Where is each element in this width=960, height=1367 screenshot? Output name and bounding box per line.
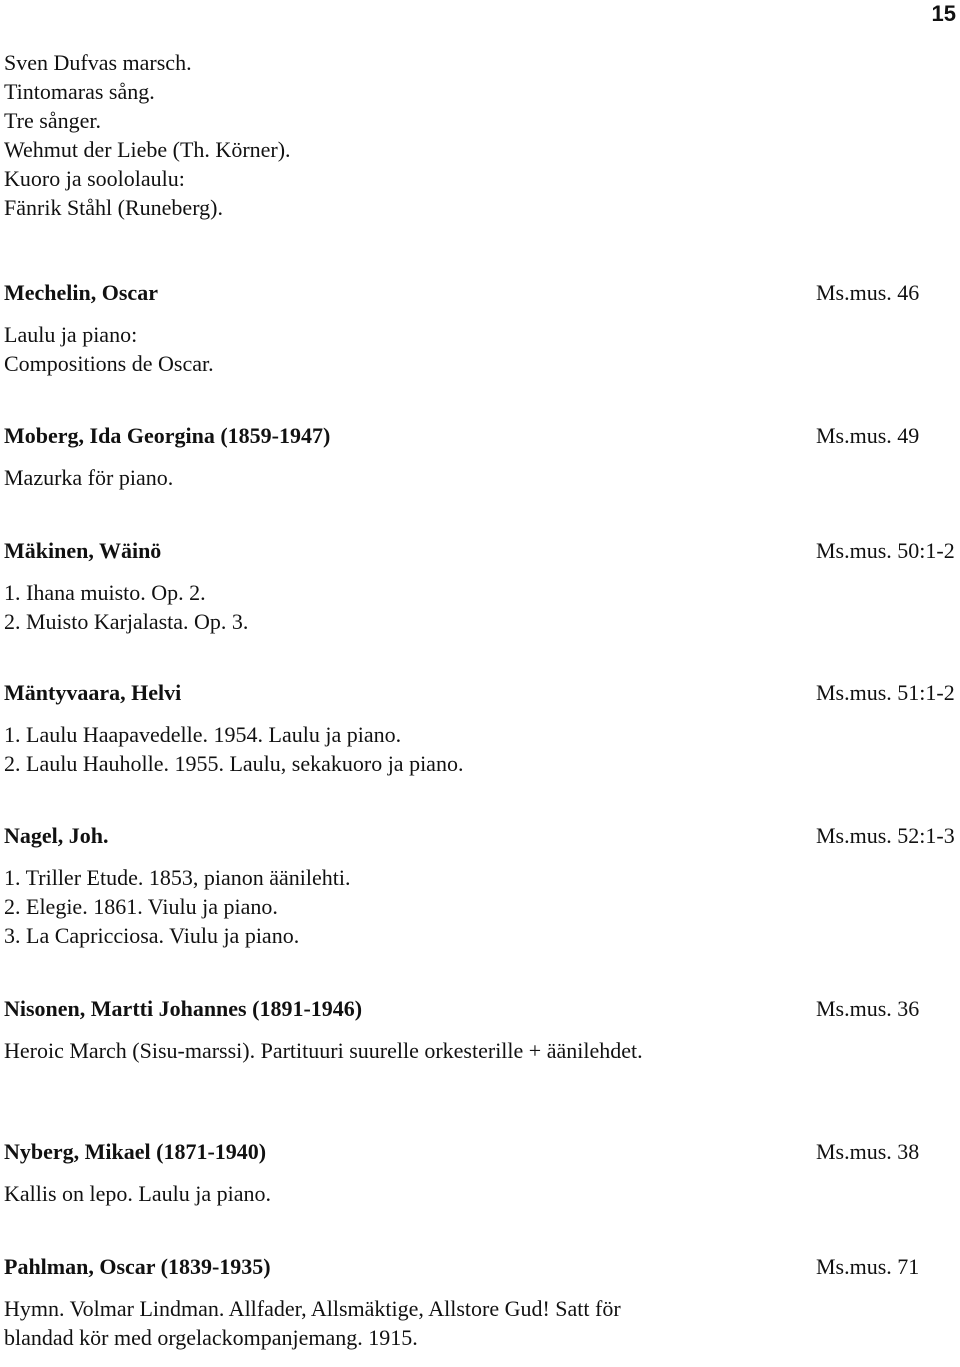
composer-name: Mäkinen, Wäinö — [4, 538, 162, 563]
work-item: 2. Laulu Hauholle. 1955. Laulu, sekakuoro ja piano. — [4, 751, 464, 776]
work-item: 1. Triller Etude. 1853, pianon äänilehti. — [4, 865, 351, 890]
list-item: Kuoro ja soololaulu: — [4, 166, 185, 191]
work-item: Mazurka för piano. — [4, 465, 174, 490]
catalog-entry — [4, 1137, 956, 1208]
composer-name: Nagel, Joh. — [4, 823, 109, 848]
work-item: 1. Ihana muisto. Op. 2. — [4, 580, 206, 605]
work-list — [4, 578, 956, 636]
work-item: 1. Laulu Haapavedelle. 1954. Laulu ja piano. — [4, 722, 402, 747]
call-number: Ms.mus. 38 — [816, 1139, 920, 1164]
work-item: 3. La Capricciosa. Viulu ja piano. — [4, 923, 300, 948]
composer-name: Nisonen, Martti Johannes (1891-1946) — [4, 996, 363, 1021]
call-number: Ms.mus. 46 — [816, 280, 920, 305]
work-list — [4, 720, 956, 778]
composer-name: Nyberg, Mikael (1871-1940) — [4, 1139, 267, 1164]
work-list — [4, 1179, 956, 1208]
work-item: Heroic March (Sisu-marssi). Partituuri suurelle orkesterille + äänilehdet. — [4, 1038, 643, 1063]
call-number: Ms.mus. 49 — [816, 423, 920, 448]
page-number: 15 — [931, 1, 956, 26]
catalog-entry — [4, 278, 956, 378]
list-item: Tre sånger. — [4, 108, 101, 133]
catalog-entry — [4, 678, 956, 778]
call-number: Ms.mus. 71 — [816, 1254, 920, 1279]
list-item: Fänrik Ståhl (Runeberg). — [4, 195, 223, 220]
composer-name: Pahlman, Oscar (1839-1935) — [4, 1254, 271, 1279]
composer-name: Mäntyvaara, Helvi — [4, 680, 182, 705]
catalog-entry — [4, 421, 956, 492]
call-number: Ms.mus. 36 — [816, 996, 920, 1021]
work-list — [4, 463, 956, 492]
catalog-entry — [4, 536, 956, 636]
catalog-entry — [4, 1252, 956, 1352]
work-item: Compositions de Oscar. — [4, 351, 214, 376]
call-number: Ms.mus. 50:1-2 — [816, 538, 955, 563]
composer-name: Mechelin, Oscar — [4, 280, 158, 305]
work-item: Laulu ja piano: — [4, 322, 138, 347]
work-item: 2. Muisto Karjalasta. Op. 3. — [4, 609, 249, 634]
call-number: Ms.mus. 52:1-3 — [816, 823, 955, 848]
work-item: blandad kör med orgelackompanjemang. 1915. — [4, 1325, 418, 1350]
work-list — [4, 863, 956, 950]
work-list — [4, 320, 956, 378]
work-list — [4, 1036, 956, 1065]
catalog-entry — [4, 994, 956, 1065]
call-number: Ms.mus. 51:1-2 — [816, 680, 955, 705]
composer-name: Moberg, Ida Georgina (1859-1947) — [4, 423, 331, 448]
work-list — [4, 1294, 956, 1352]
list-item: Sven Dufvas marsch. — [4, 50, 192, 75]
catalog-entry — [4, 821, 956, 950]
work-item: 2. Elegie. 1861. Viulu ja piano. — [4, 894, 278, 919]
work-item: Hymn. Volmar Lindman. Allfader, Allsmäktige, Allstore Gud! Satt för — [4, 1296, 621, 1321]
preceding-list — [4, 48, 291, 222]
list-item: Tintomaras sång. — [4, 79, 155, 104]
work-item: Kallis on lepo. Laulu ja piano. — [4, 1181, 271, 1206]
list-item: Wehmut der Liebe (Th. Körner). — [4, 137, 291, 162]
